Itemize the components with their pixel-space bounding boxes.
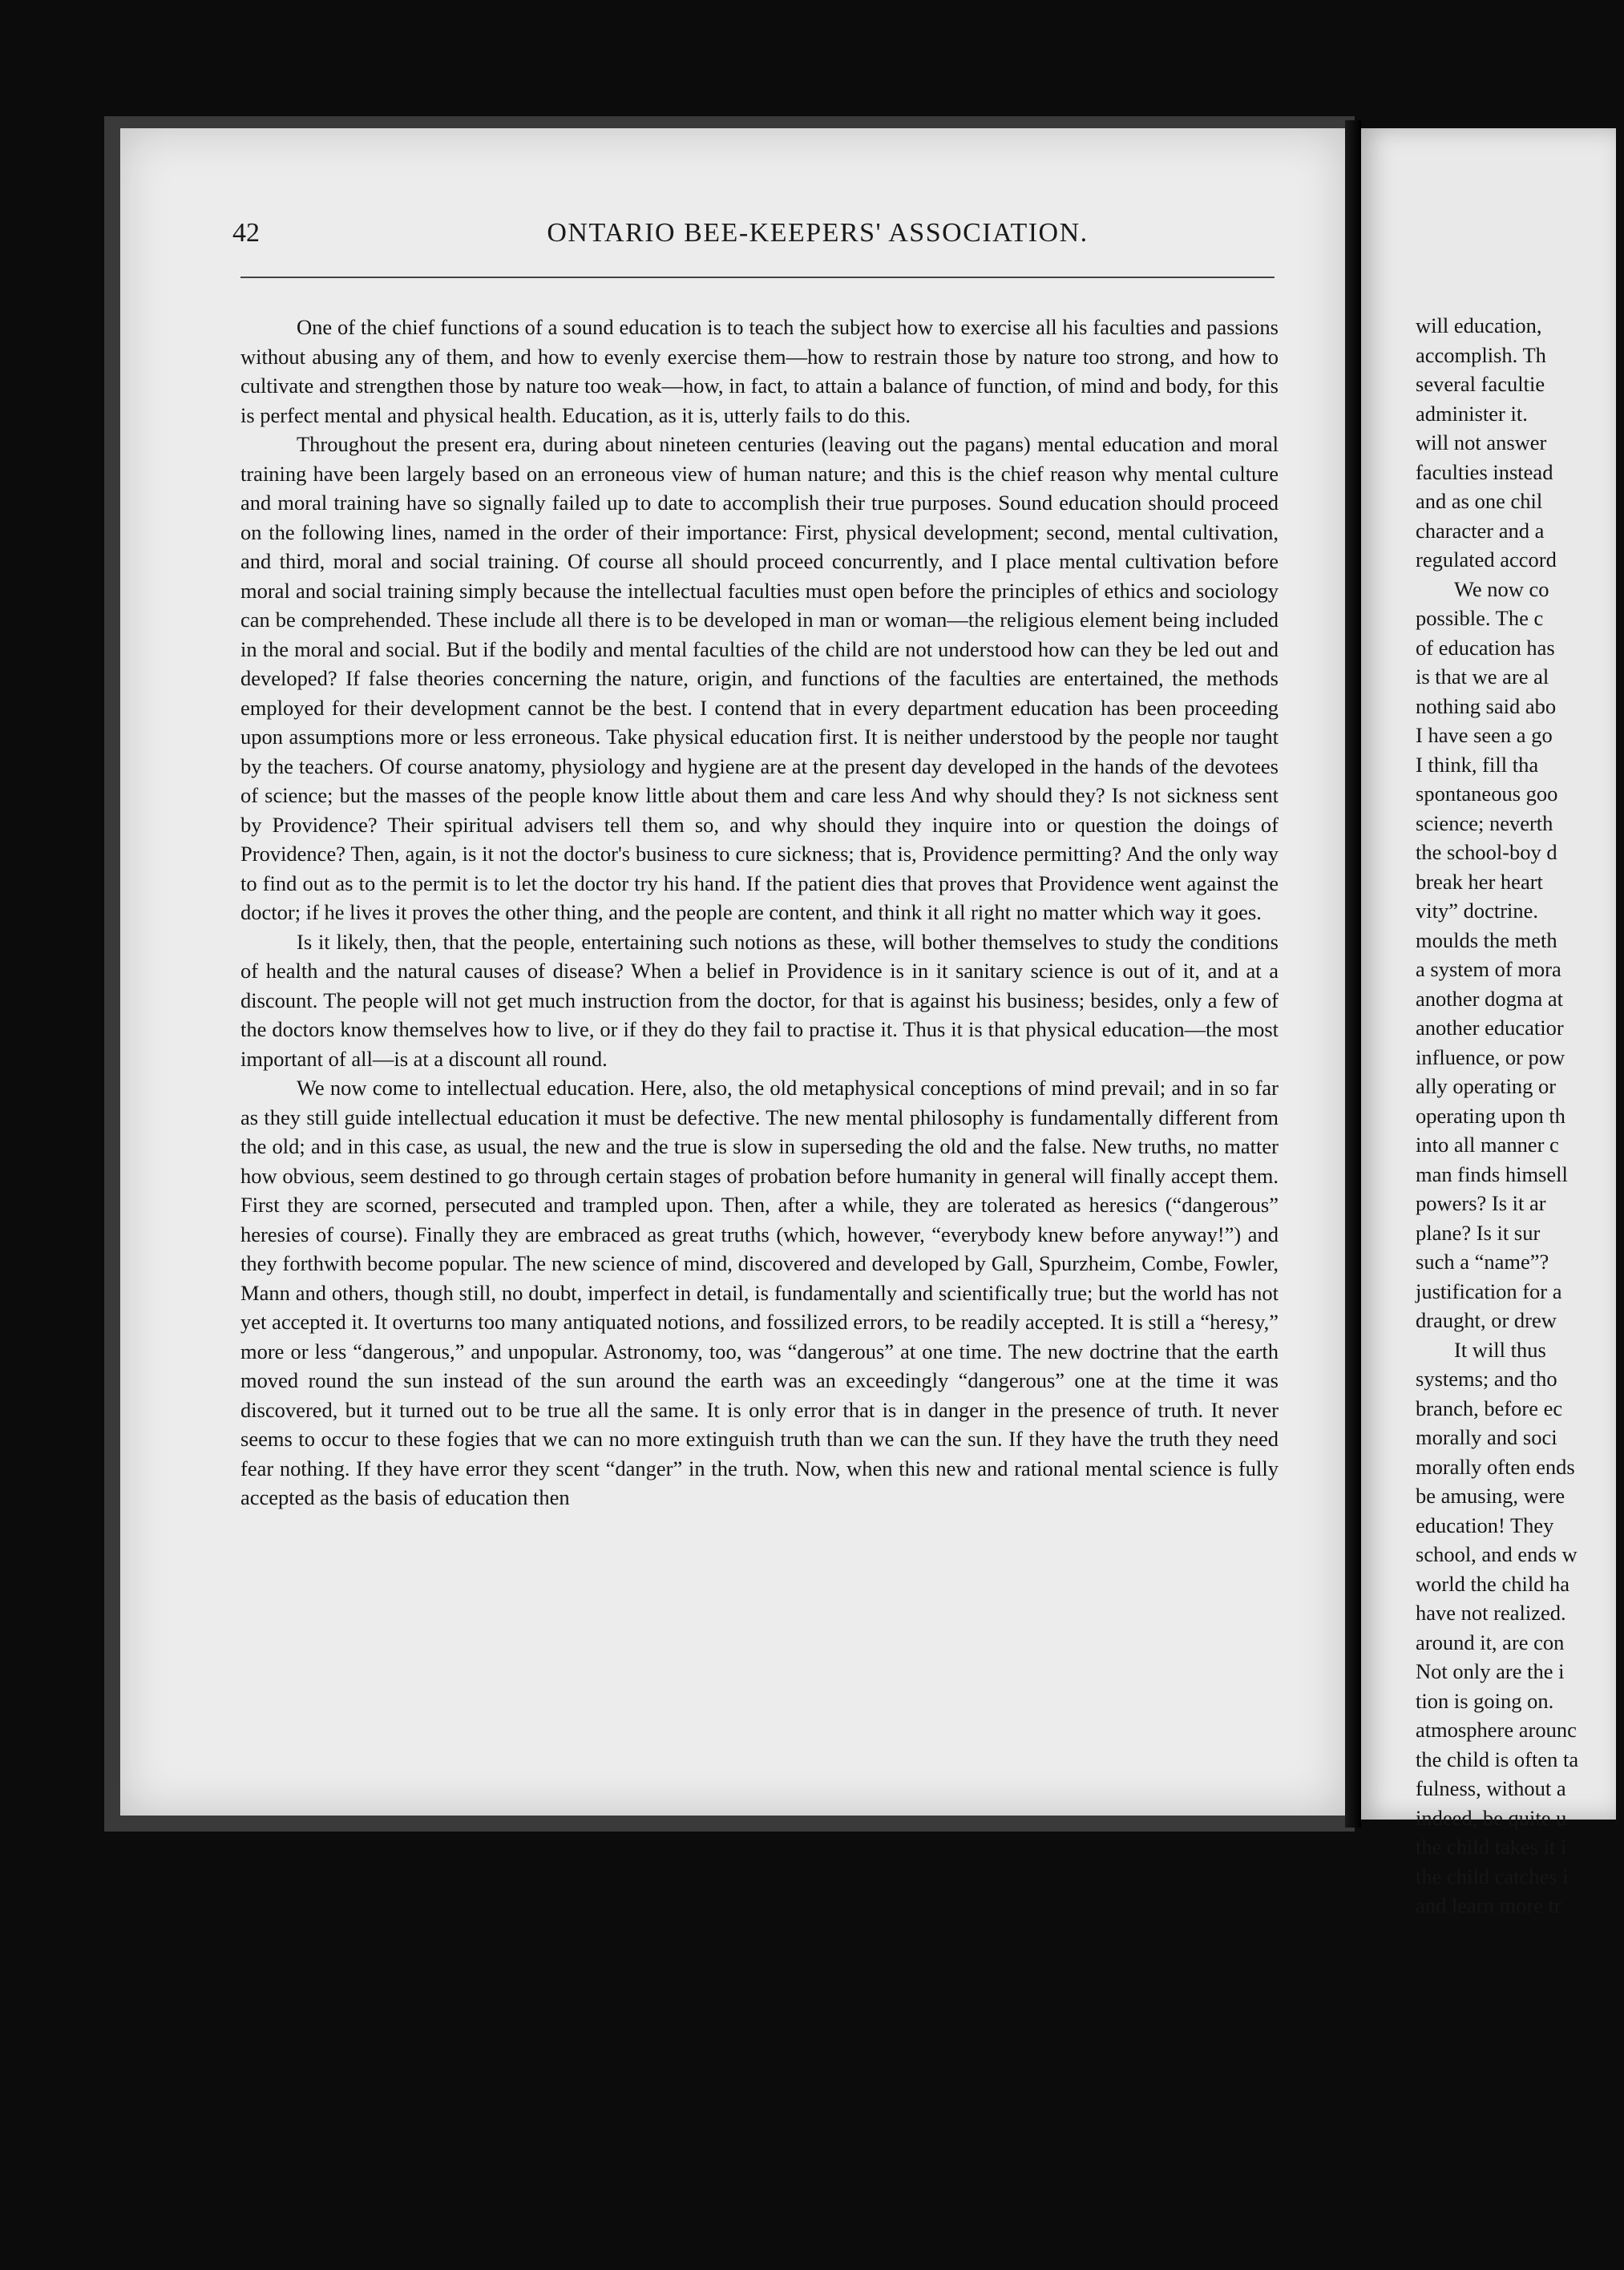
right-page-line: administer it.	[1416, 401, 1528, 426]
right-page-line: It will thus	[1454, 1337, 1546, 1362]
running-head	[232, 218, 1403, 250]
right-page-line: morally often ends	[1416, 1454, 1575, 1479]
right-page-line: the child is often ta	[1416, 1747, 1579, 1771]
right-page-line: possible. The c	[1416, 606, 1544, 630]
right-page-line: the child catches i	[1416, 1864, 1569, 1888]
right-page-line: the child takes it i	[1416, 1835, 1567, 1859]
right-page-line: indeed, be quite u	[1416, 1805, 1567, 1830]
right-page-line: operating upon th	[1416, 1103, 1565, 1128]
right-page-line: is that we are al	[1416, 664, 1549, 689]
right-page-line: another dogma at	[1416, 986, 1563, 1011]
right-page-line: and learn more tr	[1416, 1893, 1561, 1917]
right-page-line: have not realized.	[1416, 1601, 1566, 1625]
right-page-line: justification for a	[1416, 1278, 1562, 1303]
right-page-line: school, and ends w	[1416, 1542, 1578, 1566]
right-page-line: several facultie	[1416, 372, 1545, 396]
right-page-line: draught, or drew	[1416, 1308, 1557, 1332]
paragraph: We now come to intellectual education. Here, also, the old metaphysical conceptions of mind prevail; and in so far as they still guide intellectual education it must be defective. The new mental philosophy is fundamentally different from the old; and in this case, as usual, the new and the true is slow in superseding the old and the false. New truths, no matter how obvious, seem destined to go through certain stages of probation before humanity in general will finally accept them. First they are scorned, persecuted and trampled upon. Then, after a while, they are tolerated as heresics (“dangerous” heresies of course). Finally they are embraced as great truths (which, however, “everybody knew before anyway!”) and they forthwith become popular. The new science of mind, discovered and developed by Gall, Spurzheim, Combe, Fowler, Mann and others, though still, no doubt, imperfect in detail, is fundamentally and scientifically true; but the world has not yet accepted it. It overturns too many antiquated notions, and fossilized errors, to be readily accepted. It is still a “heresy,” more or less “dangerous,” and unpopular. Astronomy, too, was “dangerous” at one time. The new doctrine that the earth moved round the sun instead of the sun around the earth was an exceedingly “dangerous” one at the time it was discovered, but it turned out to be true all the same. It is only error that is in danger in the presence of truth. It never seems to occur to these fogies that we can no more extinguish truth than we can the sun. If they have the truth they need fear nothing. If they have error they scent “danger” in the truth. Now, when this new and rational mental science is fully accepted as the basis of education then	[240, 1076, 1279, 1509]
right-page-line: influence, or pow	[1416, 1044, 1565, 1069]
right-page-line: a system of mora	[1416, 957, 1561, 981]
right-page-line: systems; and tho	[1416, 1367, 1557, 1391]
right-page-line: another educatior	[1416, 1016, 1564, 1040]
right-page-line: will not answer	[1416, 430, 1547, 454]
right-page-line: world the child ha	[1416, 1571, 1570, 1596]
right-page-line: science; neverth	[1416, 810, 1553, 835]
right-page-line: into all manner c	[1416, 1133, 1559, 1157]
right-page-line: powers? Is it ar	[1416, 1191, 1546, 1215]
right-page-line: I have seen a go	[1416, 723, 1553, 747]
right-page-line: man finds himsell	[1416, 1161, 1568, 1186]
paragraph: Throughout the present era, during about nineteen centuries (leaving out the pagans) mental education and moral training have been largely based on an erroneous view of human nature; and this is the chief reason why mental culture and moral training have so signally failed up to date to accomplish their true purposes. Sound education should proceed on the following lines, named in the order of their importance: First, physical development; second, mental cultivation, and third, moral and social training. Of course all should proceed concurrently, and I place mental cultivation before moral and social training simply because the intellectual faculties must open before the principles of ethics and sociology can be comprehended. These include all there is to be developed in man or woman—the religious element being included in the moral and social. But if the bodily and mental faculties of the child are not understood how can they be led out and developed? If false theories concerning the nature, origin, and functions of the faculties are entertained, the methods employed for their development cannot be the best. I contend that in every department education has been proceeding upon assumptions more or less erroneous. Take physical education first. It is neither understood by the people nor taught by the teachers. Of course anatomy, physiology and hygiene are at the present day developed in the hands of the devotees of science; but the masses of the people know little about them and care less And why should they? Is not sickness sent by Providence? Their spiritual advisers tell them so, and why should they inquire into or question the doings of Providence? Then, again, is it not the doctor's business to cure sickness; that is, Providence permitting? And the only way to find out as to the permit is to let the doctor try his hand. If the patient dies that proves that Providence went against the doctor; if he lives it proves the other thing, and the people are content, and think it all right no matter which way it goes.	[240, 432, 1279, 924]
right-page-line: plane? Is it sur	[1416, 1220, 1541, 1245]
right-page-line: break her heart	[1416, 869, 1543, 894]
right-page-line: moulds the meth	[1416, 927, 1557, 952]
right-page-line: fulness, without a	[1416, 1776, 1566, 1800]
left-page	[120, 128, 1345, 1816]
right-page	[1361, 128, 1616, 1917]
right-page-line: of education has	[1416, 635, 1555, 660]
right-page-line: atmosphere arounc	[1416, 1718, 1577, 1742]
page-number: 42	[232, 218, 260, 248]
right-page-line: education! They	[1416, 1513, 1554, 1537]
header-title: ONTARIO BEE-KEEPERS' ASSOCIATION.	[547, 218, 1089, 248]
book-gutter	[1345, 120, 1361, 1828]
right-page-line: accomplish. Th	[1416, 342, 1546, 367]
right-page-line: spontaneous goo	[1416, 782, 1558, 806]
right-page-line: tion is going on.	[1416, 1688, 1554, 1713]
right-page-line: around it, are con	[1416, 1630, 1565, 1654]
right-page-line: character and a	[1416, 518, 1545, 543]
header-rule	[240, 277, 1275, 278]
right-page-line: vity” doctrine.	[1416, 899, 1539, 923]
right-page-line: I think, fill tha	[1416, 752, 1539, 777]
right-page-line: ally operating or	[1416, 1074, 1557, 1098]
right-page-text	[1416, 311, 1624, 1921]
right-page-line: branch, before ec	[1416, 1396, 1563, 1420]
right-page-line: Not only are the i	[1416, 1659, 1565, 1683]
right-page-line: will education,	[1416, 313, 1542, 337]
right-page-line: morally and soci	[1416, 1425, 1557, 1449]
right-page-line: We now co	[1454, 576, 1549, 601]
right-page-line: the school-boy d	[1416, 840, 1557, 864]
body-text	[240, 313, 1279, 1787]
right-page-line: regulated accord	[1416, 547, 1557, 572]
paragraph: One of the chief functions of a sound education is to teach the subject how to exercise all his faculties and passions without abusing any of them, and how to evenly exercise them—how to restrain those by nature too strong, and how to cultivate and strengthen those by nature too weak—how, in fact, to attain a balance of function, of mind and body, for this is perfect mental and physical health. Education, as it is, utterly fails to do this.	[240, 315, 1279, 427]
paragraph: Is it likely, then, that the people, entertaining such notions as these, will bother themselves to study the conditions of health and the natural causes of disease? When a belief in Providence is in it sanitary science is out of it, and at a discount. The people will not get much instruction from the doctor, for that is against his business; besides, only a few of the doctors know themselves how to live, or if they do they fail to practise it. Thus it is that physical education—the most important of all—is at a discount all round.	[240, 929, 1279, 1071]
right-page-line: faculties instead	[1416, 459, 1553, 484]
right-page-line: nothing said abo	[1416, 693, 1557, 718]
right-page-line: and as one chil	[1416, 489, 1543, 513]
right-page-line: such a “name”?	[1416, 1250, 1549, 1274]
right-page-line: be amusing, were	[1416, 1484, 1565, 1508]
